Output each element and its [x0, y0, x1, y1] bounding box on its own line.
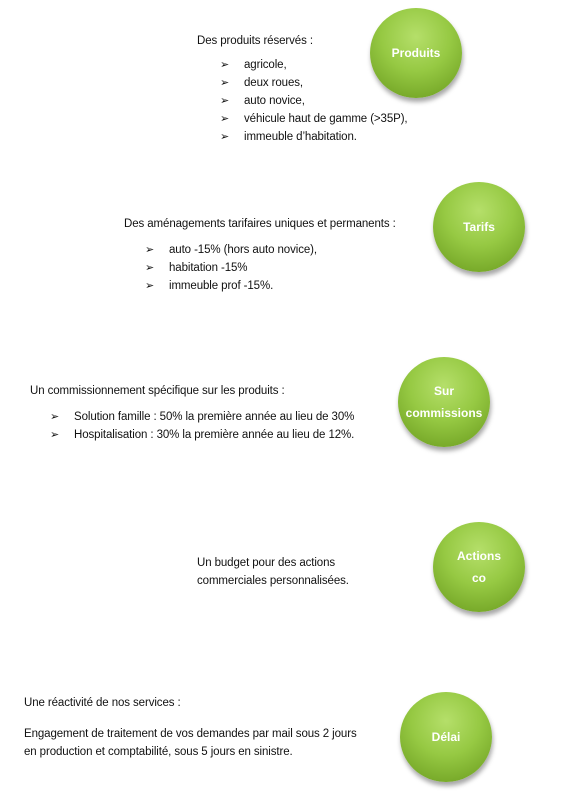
arrowhead-bullet-icon: ➢ — [220, 77, 230, 89]
arrowhead-bullet-icon: ➢ — [220, 113, 230, 125]
arrowhead-bullet-icon: ➢ — [145, 244, 155, 256]
circle-tarifs-label: Tarifs — [463, 220, 495, 234]
circle-delai — [400, 692, 492, 782]
circle-actions-co-label: Actions co — [456, 549, 501, 585]
arrowhead-bullet-icon: ➢ — [220, 131, 230, 143]
arrowhead-bullet-icon: ➢ — [50, 411, 60, 423]
arrowhead-bullet-icon: ➢ — [220, 95, 230, 107]
circle-produits-label: Produits — [391, 46, 441, 60]
circle-tarifs — [433, 182, 525, 272]
commissions-list — [50, 408, 354, 444]
delai-block — [24, 694, 357, 761]
actions-line-1: Un budget pour des actions — [197, 557, 336, 569]
tarifs-intro: Des aménagements tarifaires uniques et permanents : — [124, 218, 396, 230]
commissions-block — [30, 382, 354, 444]
list-item: ➢ habitation -15% — [145, 259, 396, 277]
arrowhead-bullet-icon: ➢ — [145, 280, 155, 292]
commissions-intro: Un commissionnement spécifique sur les produits : — [30, 385, 285, 397]
list-item: ➢ auto -15% (hors auto novice), — [145, 241, 396, 259]
list-item: ➢ Solution famille : 50% la première année au lieu de 30% — [50, 408, 354, 426]
arrowhead-bullet-icon: ➢ — [220, 59, 230, 71]
list-item: ➢ agricole, — [220, 56, 408, 74]
circle-produits — [370, 8, 462, 98]
circle-sur-commissions-label: Sur commissions — [405, 384, 483, 420]
list-item: ➢ immeuble prof -15%. — [145, 277, 396, 295]
list-item: ➢ Hospitalisation : 30% la première année au lieu de 12%. — [50, 426, 354, 444]
tarifs-list — [145, 241, 396, 295]
list-item: ➢ deux roues, — [220, 74, 408, 92]
circle-sur-commissions — [398, 357, 490, 447]
delai-line-2: en production et comptabilité, sous 5 jours en sinistre. — [24, 746, 293, 758]
tarifs-block — [124, 215, 396, 295]
list-item: ➢ immeuble d’habitation. — [220, 128, 408, 146]
arrowhead-bullet-icon: ➢ — [145, 262, 155, 274]
produits-intro: Des produits réservés : — [197, 35, 313, 47]
circle-actions-co — [433, 522, 525, 612]
arrowhead-bullet-icon: ➢ — [50, 429, 60, 441]
delai-line-1: Engagement de traitement de vos demandes par mail sous 2 jours — [24, 728, 357, 740]
delai-intro: Une réactivité de nos services : — [24, 697, 181, 709]
circle-delai-label: Délai — [431, 730, 461, 744]
actions-block — [197, 554, 349, 590]
actions-line-2: commerciales personnalisées. — [197, 575, 349, 587]
list-item: ➢ auto novice, — [220, 92, 408, 110]
list-item: ➢ véhicule haut de gamme (>35P), — [220, 110, 408, 128]
